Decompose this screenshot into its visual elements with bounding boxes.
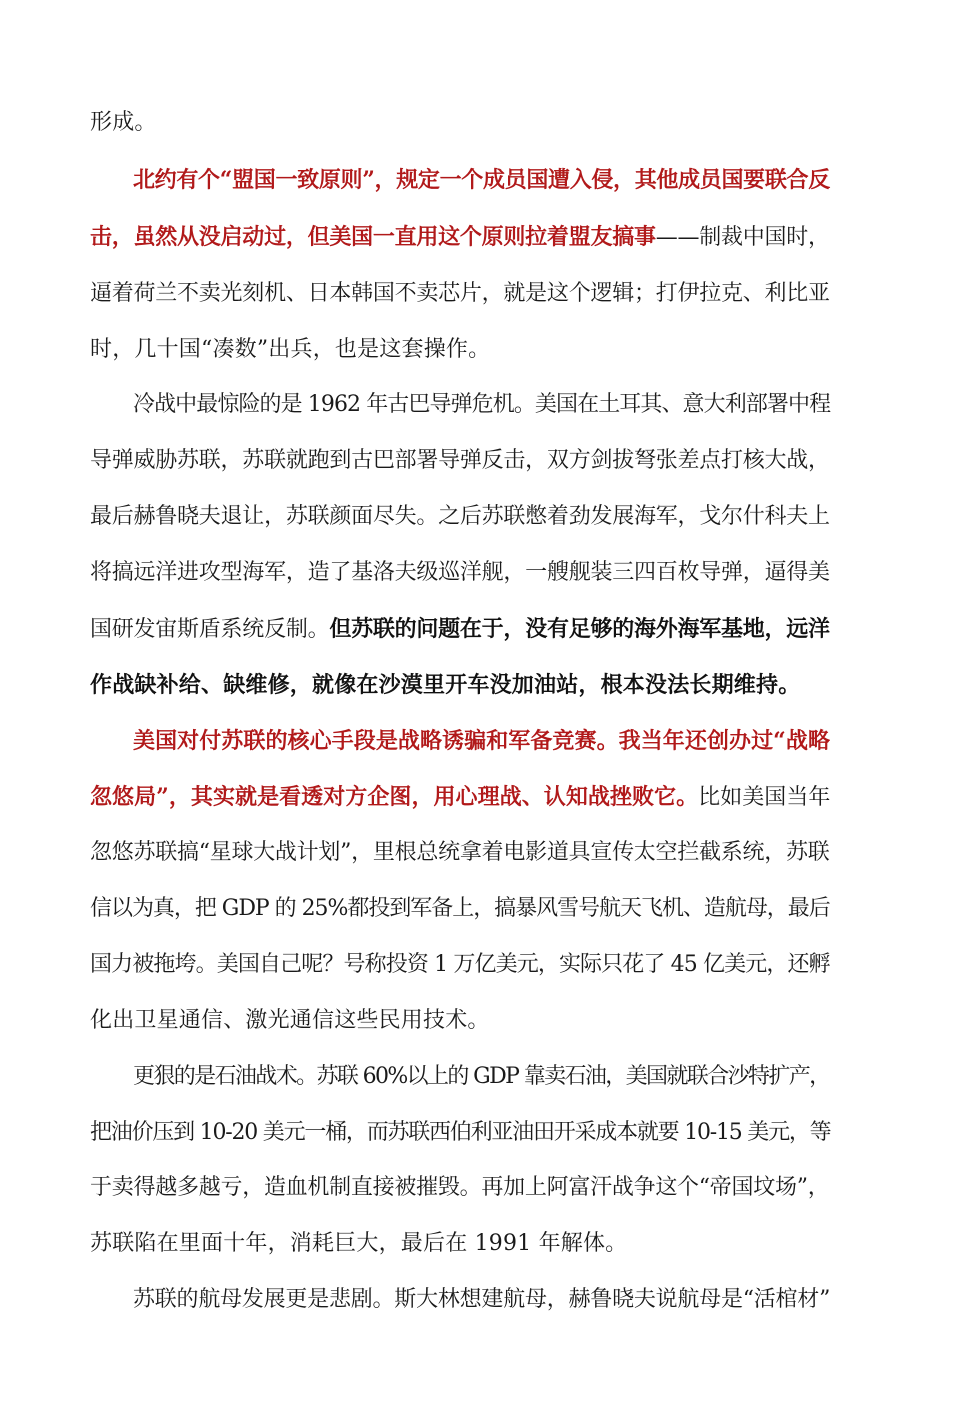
text-run-bold: 但苏联的问题在于，没有足够的海外海军基地，远洋 <box>329 616 830 642</box>
paragraph-3-line-4 <box>90 950 830 980</box>
paragraph-1-line-0 <box>133 165 830 196</box>
paragraph-4-line-1 <box>90 1118 830 1148</box>
text-run: 把油价压到 10-20 美元一桶，而苏联西伯利亚油田开采成本就要 10-15 美元，等 <box>90 1120 831 1145</box>
paragraph-3-line-1 <box>90 782 830 813</box>
text-run: 国研发宙斯盾系统反制。 <box>90 617 330 642</box>
paragraph-3-line-2 <box>90 838 830 868</box>
text-run: 将搞远洋进攻型海军，造了基洛夫级巡洋舰，一艘舰装三四百枚导弹，逼得美 <box>90 560 830 585</box>
text-run: 比如美国当年 <box>698 785 831 810</box>
paragraph-3-line-0 <box>133 726 830 757</box>
paragraph-1-line-2 <box>90 279 830 309</box>
text-run: 最后赫鲁晓夫退让，苏联颜面尽失。之后苏联憋着劲发展海军，戈尔什科夫上 <box>90 504 830 529</box>
text-run: ——制裁中国时， <box>655 225 830 250</box>
text-run: 忽悠苏联搞“星球大战计划”，里根总统拿着电影道具宣传太空拦截系统，苏联 <box>90 840 830 865</box>
paragraph-0-line-0 <box>90 108 157 138</box>
text-run-red: 美国对付苏联的核心手段是战略诱骗和军备竞赛。我当年还创办过“战略 <box>133 728 831 754</box>
text-run: 时，几十国“凑数”出兵，也是这套操作。 <box>90 337 491 362</box>
text-run: 国力被拖垮。美国自己呢？号称投资 1 万亿美元，实际只花了 45 亿美元，还孵 <box>90 952 830 977</box>
paragraph-3-line-3 <box>90 894 830 924</box>
text-run: 导弹威胁苏联，苏联就跑到古巴部署导弹反击，双方剑拔弩张差点打核大战， <box>90 448 830 473</box>
paragraph-4-line-0 <box>133 1062 830 1092</box>
paragraph-2-line-4 <box>90 614 830 645</box>
paragraph-2-line-1 <box>90 446 830 476</box>
text-run-red: 击，虽然从没启动过，但美国一直用这个原则拉着盟友搞事 <box>90 224 656 250</box>
text-run-red: 北约有个“盟国一致原则”，规定一个成员国遭入侵，其他成员国要联合反 <box>133 167 830 193</box>
paragraph-2-line-5 <box>90 670 800 701</box>
text-run: 化出卫星通信、激光通信这些民用技术。 <box>90 1008 490 1033</box>
paragraph-1-line-1 <box>90 222 830 253</box>
text-run: 冷战中最惊险的是 1962 年古巴导弹危机。美国在土耳其、意大利部署中程 <box>133 392 831 417</box>
paragraph-4-line-3 <box>90 1229 627 1259</box>
text-run: 苏联的航母发展更是悲剧。斯大林想建航母，赫鲁晓夫说航母是“活棺材” <box>133 1287 831 1312</box>
text-run: 苏联陷在里面十年，消耗巨大，最后在 1991 年解体。 <box>90 1231 628 1256</box>
paragraph-4-line-2 <box>90 1173 830 1203</box>
paragraph-2-line-2 <box>90 502 830 532</box>
paragraph-2-line-0 <box>133 390 830 420</box>
paragraph-1-line-3 <box>90 335 490 365</box>
text-run: 更狠的是石油战术。苏联 60%以上的 GDP 靠卖石油，美国就联合沙特扩产， <box>133 1064 830 1089</box>
text-run: 逼着荷兰不卖光刻机、日本韩国不卖芯片，就是这个逻辑；打伊拉克、利比亚 <box>90 281 830 306</box>
text-run-bold: 作战缺补给、缺维修，就像在沙漠里开车没加油站，根本没法长期维持。 <box>90 672 801 698</box>
paragraph-5-line-0 <box>133 1285 830 1315</box>
text-run: 于卖得越多越亏，造血机制直接被摧毁。再加上阿富汗战争这个“帝国坟场”， <box>90 1175 830 1200</box>
text-run: 信以为真，把 GDP 的 25%都投到军备上，搞暴风雪号航天飞机、造航母，最后 <box>90 896 830 921</box>
paragraph-3-line-5 <box>90 1006 490 1036</box>
text-run: 形成。 <box>90 110 157 135</box>
paragraph-2-line-3 <box>90 558 830 588</box>
text-run-red: 忽悠局”，其实就是看透对方企图，用心理战、认知战挫败它。 <box>90 784 699 810</box>
